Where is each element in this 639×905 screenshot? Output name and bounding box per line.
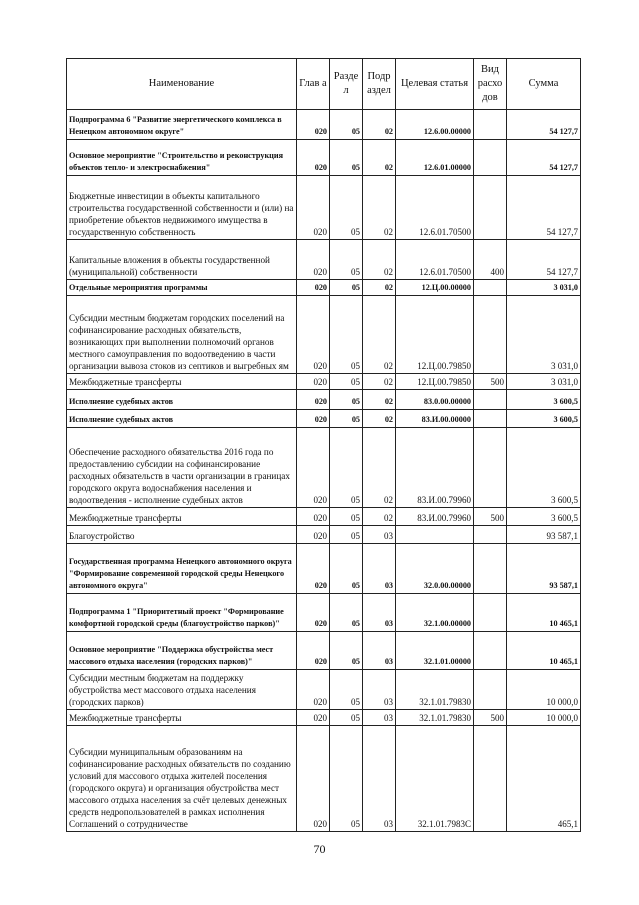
cell-glava: 020	[297, 390, 330, 410]
cell-statya: 83.И.00.79960	[396, 508, 474, 526]
cell-glava: 020	[297, 726, 330, 832]
cell-summa: 93 587,1	[507, 544, 581, 594]
col-header-statya: Целевая статья	[396, 59, 474, 110]
cell-name: Межбюджетные трансферты	[67, 374, 297, 390]
cell-statya: 12.Ц.00.79850	[396, 296, 474, 374]
cell-razdel: 05	[330, 594, 363, 632]
table-row	[67, 726, 581, 832]
cell-vid	[474, 594, 507, 632]
col-header-glava: Глав а	[297, 59, 330, 110]
cell-summa: 10 000,0	[507, 670, 581, 710]
cell-razdel: 05	[330, 726, 363, 832]
budget-table-sheet	[66, 58, 580, 832]
cell-name: Субсидии местным бюджетам городских поселений на софинансирование расходных обязательств, возникающих при выполнении полномочий органов местного самоуправления по водоотведению в части организации вывоза стоков из септиков и выгребных ям	[67, 296, 297, 374]
table-header-row	[67, 59, 581, 110]
cell-statya: 32.1.01.7983С	[396, 726, 474, 832]
table-row	[67, 390, 581, 410]
table-row	[67, 632, 581, 670]
cell-summa: 54 127,7	[507, 140, 581, 176]
table-row	[67, 296, 581, 374]
budget-table	[66, 58, 581, 832]
cell-razdel: 05	[330, 508, 363, 526]
cell-summa: 3 031,0	[507, 280, 581, 296]
cell-name: Основное мероприятие "Поддержка обустройства мест массового отдыха населения (городских парков)"	[67, 632, 297, 670]
table-row	[67, 374, 581, 390]
cell-podrazdel: 02	[363, 110, 396, 140]
cell-summa: 54 127,7	[507, 176, 581, 240]
cell-podrazdel: 02	[363, 390, 396, 410]
cell-glava: 020	[297, 280, 330, 296]
cell-summa: 10 465,1	[507, 632, 581, 670]
table-row	[67, 508, 581, 526]
cell-podrazdel: 02	[363, 176, 396, 240]
cell-summa: 3 031,0	[507, 296, 581, 374]
cell-name: Субсидии муниципальным образованиям на софинансирование расходных обязательств по созданию условий для массового отдыха жителей поселения (городского округа) и организация обустройства мест массового отдыха населения за счёт целевых денежных средств недропользователей в рамках исполнения Соглашений о сотрудничестве	[67, 726, 297, 832]
cell-name: Бюджетные инвестиции в объекты капитального строительства государственной собственности и (или) на приобретение объектов недвижимого имущества в государственную собственность	[67, 176, 297, 240]
cell-razdel: 05	[330, 240, 363, 280]
cell-name: Основное мероприятие "Строительство и реконструкция объектов тепло- и электроснабжения"	[67, 140, 297, 176]
cell-summa: 3 600,5	[507, 390, 581, 410]
table-row	[67, 544, 581, 594]
cell-statya: 32.1.01.79830	[396, 710, 474, 726]
cell-razdel: 05	[330, 296, 363, 374]
cell-podrazdel: 03	[363, 632, 396, 670]
cell-summa: 3 031,0	[507, 374, 581, 390]
cell-name: Подпрограмма 6 "Развитие энергетического комплекса в Ненецком автономном округе"	[67, 110, 297, 140]
cell-name: Исполнение судебных актов	[67, 410, 297, 428]
cell-statya: 32.1.01.00000	[396, 632, 474, 670]
cell-name: Исполнение судебных актов	[67, 390, 297, 410]
cell-name: Межбюджетные трансферты	[67, 710, 297, 726]
cell-vid	[474, 280, 507, 296]
cell-vid	[474, 526, 507, 544]
cell-glava: 020	[297, 710, 330, 726]
cell-podrazdel: 02	[363, 280, 396, 296]
cell-razdel: 05	[330, 280, 363, 296]
cell-podrazdel: 03	[363, 526, 396, 544]
cell-statya: 12.6.01.00000	[396, 140, 474, 176]
cell-statya: 32.1.01.79830	[396, 670, 474, 710]
cell-vid	[474, 140, 507, 176]
cell-podrazdel: 02	[363, 410, 396, 428]
table-row	[67, 526, 581, 544]
cell-podrazdel: 03	[363, 544, 396, 594]
cell-statya: 12.6.01.70500	[396, 240, 474, 280]
cell-summa: 3 600,5	[507, 410, 581, 428]
cell-glava: 020	[297, 176, 330, 240]
table-row	[67, 670, 581, 710]
cell-statya: 83.0.00.00000	[396, 390, 474, 410]
cell-glava: 020	[297, 670, 330, 710]
cell-summa: 93 587,1	[507, 526, 581, 544]
cell-glava: 020	[297, 240, 330, 280]
cell-vid	[474, 544, 507, 594]
col-header-summa: Сумма	[507, 59, 581, 110]
cell-vid	[474, 410, 507, 428]
cell-podrazdel: 02	[363, 508, 396, 526]
cell-podrazdel: 03	[363, 726, 396, 832]
cell-statya: 12.6.01.70500	[396, 176, 474, 240]
cell-statya	[396, 526, 474, 544]
table-row	[67, 710, 581, 726]
cell-vid	[474, 390, 507, 410]
cell-razdel: 05	[330, 710, 363, 726]
cell-vid	[474, 632, 507, 670]
table-row	[67, 594, 581, 632]
page-number: 70	[313, 842, 326, 856]
cell-name: Субсидии местным бюджетам на поддержку обустройства мест массового отдыха населения (городских парков)	[67, 670, 297, 710]
cell-razdel: 05	[330, 140, 363, 176]
cell-summa: 3 600,5	[507, 508, 581, 526]
cell-podrazdel: 02	[363, 296, 396, 374]
cell-razdel: 05	[330, 544, 363, 594]
cell-podrazdel: 03	[363, 594, 396, 632]
cell-name: Отдельные мероприятия программы	[67, 280, 297, 296]
cell-statya: 12.Ц.00.79850	[396, 374, 474, 390]
cell-razdel: 05	[330, 374, 363, 390]
cell-statya: 83.И.00.79960	[396, 428, 474, 508]
cell-name: Межбюджетные трансферты	[67, 508, 297, 526]
table-row	[67, 140, 581, 176]
table-row	[67, 280, 581, 296]
cell-podrazdel: 02	[363, 374, 396, 390]
col-header-vid: Вид расхо дов	[474, 59, 507, 110]
cell-summa: 10 000,0	[507, 710, 581, 726]
cell-podrazdel: 02	[363, 140, 396, 176]
cell-vid: 500	[474, 374, 507, 390]
cell-vid: 500	[474, 508, 507, 526]
col-header-podrazdel: Подр аздел	[363, 59, 396, 110]
cell-glava: 020	[297, 526, 330, 544]
cell-razdel: 05	[330, 632, 363, 670]
cell-statya: 12.6.00.00000	[396, 110, 474, 140]
cell-vid	[474, 176, 507, 240]
cell-podrazdel: 03	[363, 670, 396, 710]
cell-vid: 500	[474, 710, 507, 726]
cell-summa: 3 600,5	[507, 428, 581, 508]
cell-glava: 020	[297, 508, 330, 526]
cell-vid	[474, 110, 507, 140]
table-row	[67, 110, 581, 140]
col-header-name: Наименование	[67, 59, 297, 110]
cell-podrazdel: 02	[363, 428, 396, 508]
cell-summa: 10 465,1	[507, 594, 581, 632]
cell-podrazdel: 02	[363, 240, 396, 280]
cell-glava: 020	[297, 544, 330, 594]
cell-razdel: 05	[330, 390, 363, 410]
table-row	[67, 240, 581, 280]
cell-name: Капитальные вложения в объекты государственной (муниципальной) собственности	[67, 240, 297, 280]
cell-glava: 020	[297, 410, 330, 428]
cell-name: Государственная программа Ненецкого автономного округа "Формирование современной городской среды Ненецкого автономного округа"	[67, 544, 297, 594]
cell-glava: 020	[297, 428, 330, 508]
table-row	[67, 176, 581, 240]
cell-statya: 83.И.00.00000	[396, 410, 474, 428]
cell-glava: 020	[297, 110, 330, 140]
table-body	[67, 110, 581, 832]
cell-razdel: 05	[330, 110, 363, 140]
cell-statya: 12.Ц.00.00000	[396, 280, 474, 296]
cell-summa: 54 127,7	[507, 240, 581, 280]
cell-glava: 020	[297, 296, 330, 374]
cell-vid	[474, 670, 507, 710]
cell-glava: 020	[297, 594, 330, 632]
cell-name: Обеспечение расходного обязательства 2016 года по предоставлению субсидии на софинансирование расходных обязательств в части организации в границах городского округа водоснабжения населения и водоотведения - исполнение судебных актов	[67, 428, 297, 508]
cell-vid	[474, 726, 507, 832]
cell-vid	[474, 296, 507, 374]
cell-name: Благоустройство	[67, 526, 297, 544]
col-header-razdel: Разде л	[330, 59, 363, 110]
cell-summa: 54 127,7	[507, 110, 581, 140]
cell-glava: 020	[297, 374, 330, 390]
cell-vid	[474, 428, 507, 508]
table-row	[67, 428, 581, 508]
cell-summa: 465,1	[507, 726, 581, 832]
cell-razdel: 05	[330, 670, 363, 710]
cell-statya: 32.0.00.00000	[396, 544, 474, 594]
cell-razdel: 05	[330, 526, 363, 544]
cell-podrazdel: 03	[363, 710, 396, 726]
cell-razdel: 05	[330, 428, 363, 508]
cell-statya: 32.1.00.00000	[396, 594, 474, 632]
table-row	[67, 410, 581, 428]
cell-glava: 020	[297, 140, 330, 176]
cell-name: Подпрограмма 1 "Приоритетный проект "Формирование комфортной городской среды (благоустройство парков)"	[67, 594, 297, 632]
cell-razdel: 05	[330, 176, 363, 240]
cell-glava: 020	[297, 632, 330, 670]
cell-razdel: 05	[330, 410, 363, 428]
cell-vid: 400	[474, 240, 507, 280]
